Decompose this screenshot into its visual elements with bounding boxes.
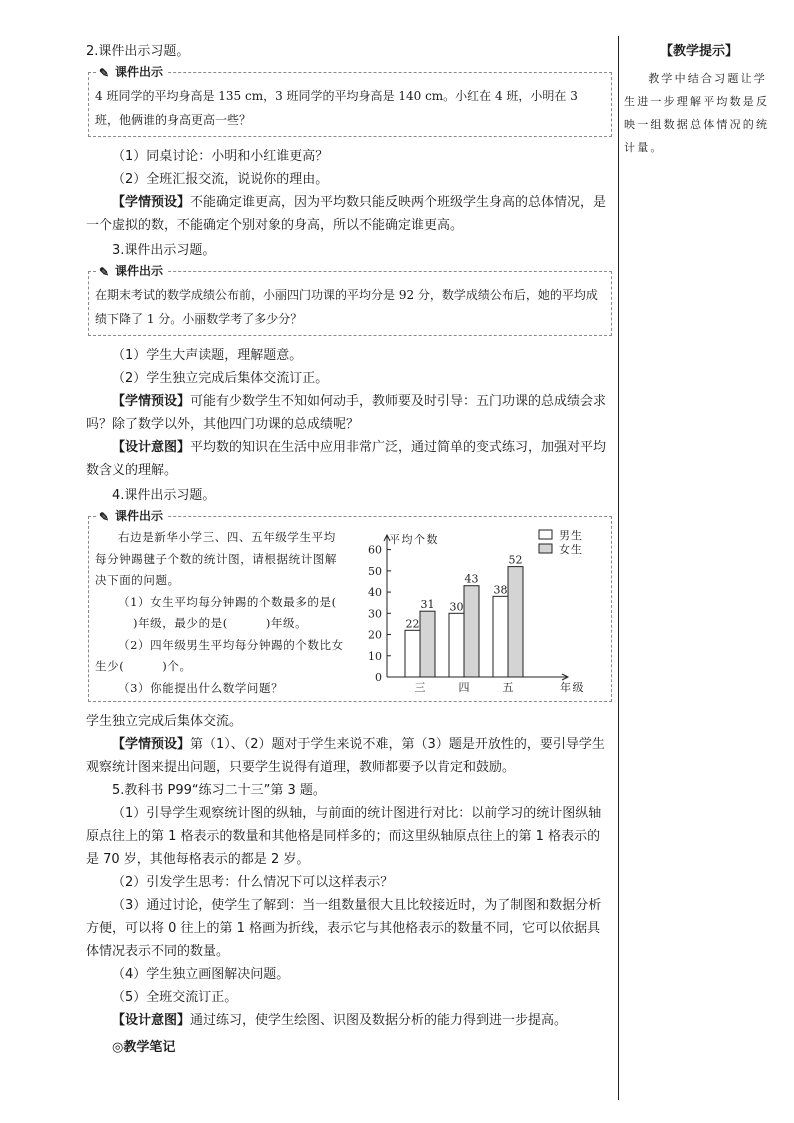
- x-tick-label: 三: [414, 681, 426, 694]
- preset-tag: 【学情预设】: [112, 737, 191, 752]
- y-axis-label: 平均个数: [389, 533, 439, 546]
- legend-label: 男生: [559, 529, 583, 542]
- bar-女生: [420, 611, 435, 677]
- legend-swatch: [539, 544, 552, 553]
- pen-icon: ✎: [99, 265, 110, 279]
- step: （1）同桌讨论：小明和小红谁更高？: [112, 149, 329, 164]
- step: （1）学生大声读题，理解题意。: [112, 348, 303, 363]
- slide-box-2: [88, 65, 612, 137]
- preset-paragraph: 【学情预设】可能有少数学生不知如何动手，教师要及时引导：五门功课的总成绩会求吗？除了数学以外，其他四门功课的总成绩呢？: [86, 394, 607, 432]
- intent-paragraph: 【设计意图】平均数的知识在生活中应用非常广泛，通过简单的变式练习，加强对平均数含义的理解。: [86, 440, 607, 478]
- slide-box-tag: ✎ 课件出示: [97, 508, 167, 524]
- step: （2）学生独立完成后集体交流订正。: [112, 371, 329, 386]
- y-tick-label: 50: [368, 564, 382, 578]
- section-2-heading: 2.课件出示习题。: [86, 44, 190, 59]
- y-tick-label: 40: [368, 586, 382, 600]
- question-3: （3）你能提出什么数学问题？: [118, 680, 284, 695]
- bar-value-label: 30: [449, 600, 464, 614]
- slide-box-text: 4 班同学的平均身高是 135 cm，3 班同学的平均身高是 140 cm。小红在 4 班，小明在 3 班，他俩谁的身高更高一些？: [95, 89, 578, 127]
- section-5-heading: 5.教科书 P99“练习二十三”第 3 题。: [112, 783, 326, 798]
- preset-paragraph: 【学情预设】第（1）、（2）题对于学生来说不难，第（3）题是开放性的，要引导学生观察统计图来提出问题，只要学生说得有道理，教师都要予以肯定和鼓励。: [86, 737, 605, 775]
- slide-box-4: [88, 509, 612, 702]
- intent-paragraph: 【设计意图】通过练习，使学生绘图、识图及数据分析的能力得到进一步提高。: [112, 1013, 568, 1028]
- pen-icon: ✎: [99, 510, 110, 524]
- intent-tag: 【设计意图】: [112, 1013, 191, 1028]
- intent-tag: 【设计意图】: [112, 440, 191, 455]
- slide-box-tag: ✎ 课件出示: [97, 64, 167, 80]
- bar-男生: [405, 630, 420, 677]
- bar-女生: [508, 567, 523, 677]
- x-tick-label: 五: [502, 681, 514, 694]
- main-content: [86, 40, 612, 1059]
- bar-value-label: 52: [508, 553, 523, 567]
- column-divider: [618, 36, 619, 1100]
- bar-男生: [493, 596, 508, 677]
- teaching-tips-sidebar: [624, 40, 774, 159]
- step: （3）通过讨论，使学生了解到：当一组数量很大且比较接近时，为了制图和数据分析方便，可以将 0 往上的第 1 格画为折线，表示它与其他格表示的数量不同，它可以依据具体情况表示不同的数量。: [86, 898, 602, 959]
- bar-chart-container: [353, 527, 603, 699]
- sidebar-text: 教学中结合习题让学生进一步理解平均数是反映一组数据总体情况的统计量。: [624, 72, 770, 154]
- y-tick-label: 30: [368, 607, 382, 621]
- x-axis-label: 年级: [560, 681, 585, 694]
- question-1: （1）女生平均每分钟踢的个数最多的是()年级，最少的是( )年级。: [118, 594, 337, 630]
- step: （1）引导学生观察统计图的纵轴，与前面的统计图进行对比：以前学习的统计图纵轴原点往上的第 1 格表示的数量和其他格是同样多的；而这里纵轴原点往上的第 1 格表示的是 70 岁，其他每格表示的都是 2 岁。: [86, 806, 602, 867]
- slide-box-3: [88, 264, 612, 336]
- bar-value-label: 38: [493, 583, 508, 597]
- question-2: （2）四年级男生平均每分钟踢的个数比女生少( )个。: [95, 637, 344, 673]
- sidebar-title: 【教学提示】: [659, 44, 738, 59]
- bar-女生: [464, 586, 479, 677]
- x-tick-label: 四: [458, 681, 470, 694]
- section-4-heading: 4.课件出示习题。: [112, 488, 216, 503]
- step: （2）引发学生思考：什么情况下可以这样表示？: [112, 875, 394, 890]
- y-tick-label: 60: [368, 543, 382, 557]
- step: （4）学生独立画图解决问题。: [112, 967, 290, 982]
- preset-paragraph: 【学情预设】不能确定谁更高，因为平均数只能反映两个班级学生身高的总体情况，是一个虚拟的数，不能确定个别对象的身高，所以不能确定谁更高。: [86, 195, 607, 233]
- preset-tag: 【学情预设】: [112, 394, 191, 409]
- y-tick-label: 20: [368, 628, 382, 642]
- after-exercise: 学生独立完成后集体交流。: [86, 714, 243, 729]
- exercise-text: [95, 527, 347, 699]
- exercise-layout: [95, 527, 603, 699]
- legend-label: 女生: [559, 543, 583, 556]
- bar-value-label: 22: [405, 617, 420, 631]
- bar-chart: [353, 527, 603, 699]
- slide-box-tag: ✎ 课件出示: [97, 263, 167, 279]
- bar-男生: [449, 613, 464, 677]
- step: （5）全班交流订正。: [112, 990, 238, 1005]
- teaching-notes-label: ◎教学笔记: [112, 1040, 176, 1055]
- preset-tag: 【学情预设】: [112, 195, 191, 210]
- section-3-heading: 3.课件出示习题。: [112, 243, 216, 258]
- exercise-intro: 右边是新华小学三、四、五年级学生平均每分钟踢毽子个数的统计图，请根据统计图解决下面的问题。: [95, 530, 337, 587]
- slide-box-text: 在期末考试的数学成绩公布前，小丽四门功课的平均分是 92 分，数学成绩公布后，她的平均成绩下降了 1 分。小丽数学考了多少分？: [95, 288, 598, 326]
- bar-value-label: 43: [464, 572, 479, 586]
- step: （2）全班汇报交流，说说你的理由。: [112, 172, 329, 187]
- legend-swatch: [539, 530, 552, 539]
- y-tick-label: 10: [368, 649, 382, 663]
- pen-icon: ✎: [99, 66, 110, 80]
- y-tick-label: 0: [375, 671, 382, 684]
- bar-value-label: 31: [420, 598, 435, 612]
